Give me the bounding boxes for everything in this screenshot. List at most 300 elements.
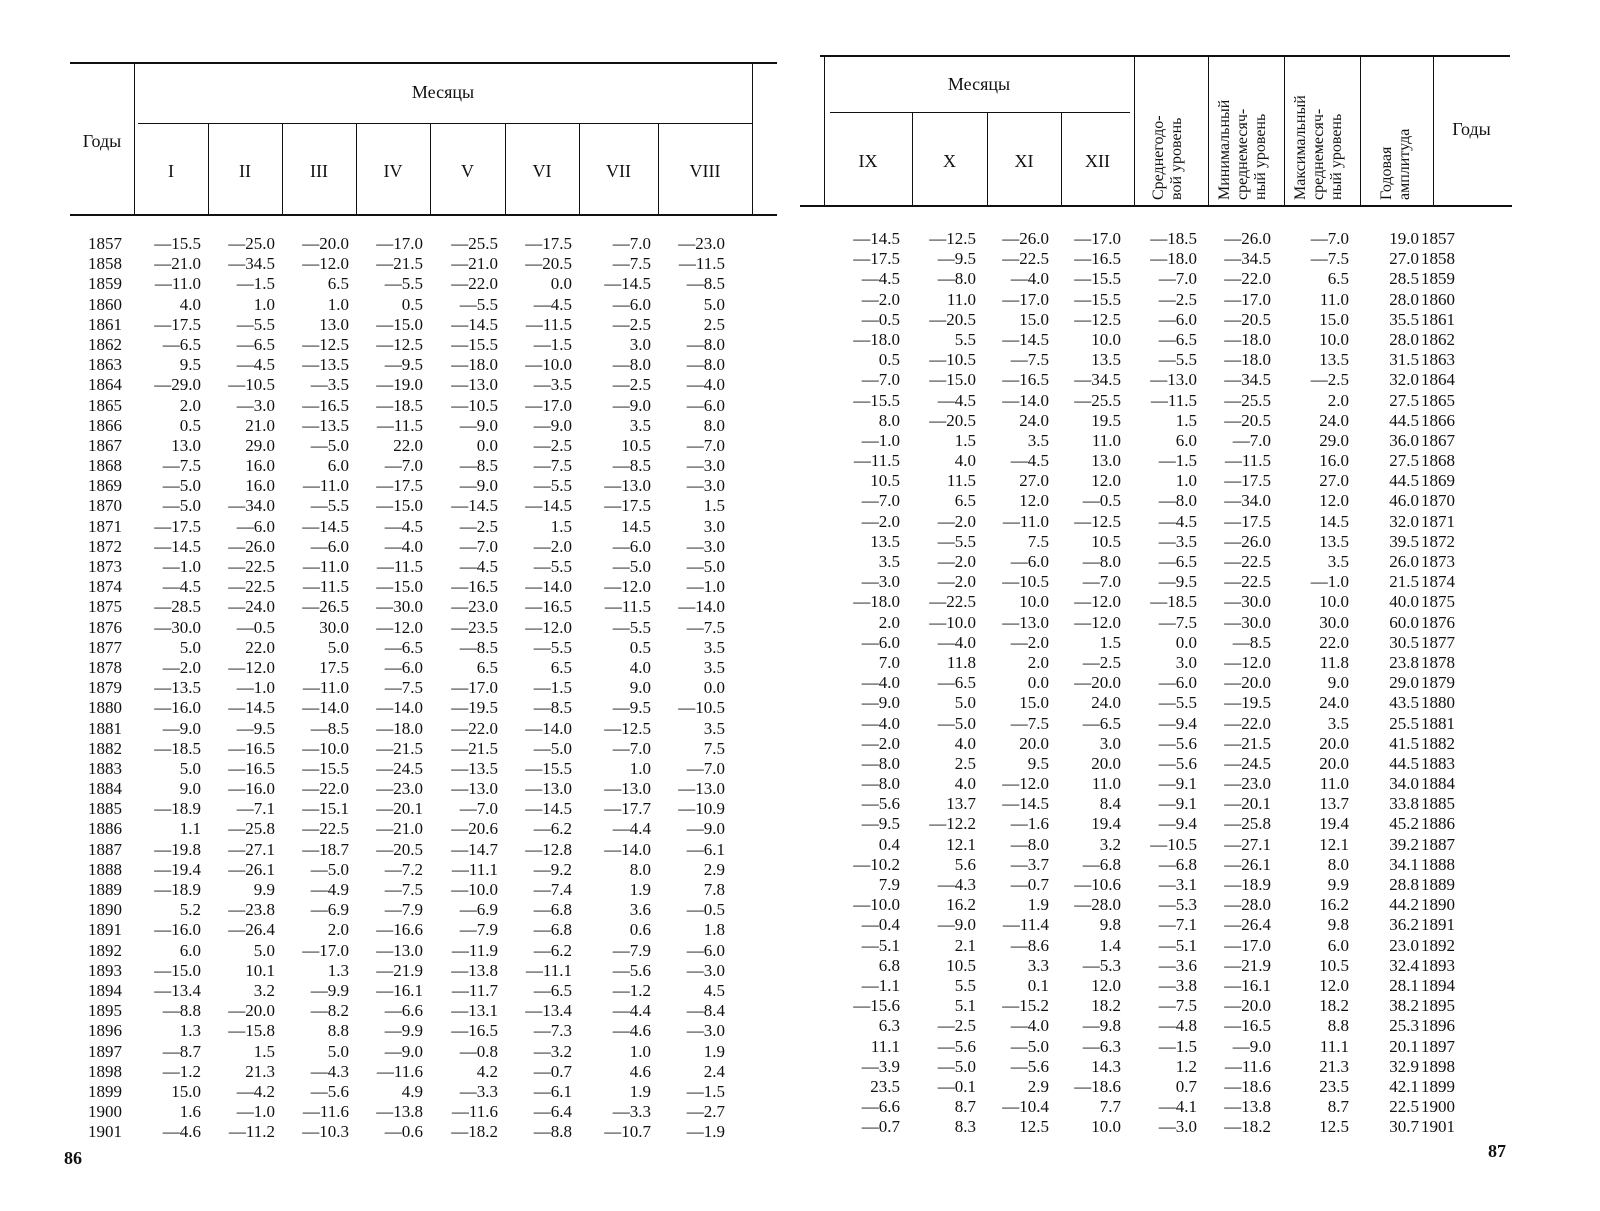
value-cell: —14.0	[604, 839, 651, 859]
table-row	[86, 819, 725, 839]
value-cell: 5.0	[179, 637, 201, 657]
year-cell: 1870	[1421, 491, 1455, 511]
value-cell: —7.5	[1010, 350, 1049, 370]
year-cell: 1869	[88, 476, 122, 496]
value-cell: —14.0	[525, 718, 572, 738]
value-cell: 9.0	[179, 779, 201, 799]
year-cell: 1874	[88, 577, 122, 597]
value-cell: 3.5	[878, 552, 900, 571]
right-col-xi: XI	[1014, 151, 1034, 171]
value-cell: —21.0	[154, 254, 201, 274]
value-cell: 21.3	[1319, 1056, 1349, 1076]
left-vline-right	[752, 64, 753, 214]
value-cell: —8.2	[310, 1001, 349, 1021]
value-cell: —6.0	[1158, 309, 1197, 329]
value-cell: —10.4	[1002, 1097, 1049, 1117]
value-cell: 6.0	[1327, 935, 1349, 955]
value-cell: —9.5	[861, 814, 900, 834]
value-cell: —3.2	[533, 1041, 572, 1061]
value-cell: —2.0	[533, 536, 572, 556]
value-cell: 29.0	[245, 435, 275, 455]
value-cell: —8.0	[686, 355, 725, 375]
value-cell: 22.0	[245, 637, 275, 657]
value-cell: 4.0	[179, 294, 201, 314]
table-row	[832, 572, 1526, 592]
value-cell: 43.5	[1389, 693, 1419, 713]
value-cell: 14.3	[1091, 1056, 1121, 1076]
value-cell: —3.5	[1158, 531, 1197, 551]
value-cell: 23.8	[1389, 652, 1419, 672]
value-cell: 1.6	[179, 1102, 201, 1122]
right-amplitude-header: Годовая амплитуда	[1378, 128, 1413, 200]
left-top-rule	[70, 62, 777, 64]
value-cell: 12.1	[1319, 834, 1349, 854]
value-cell: —25.5	[1224, 390, 1271, 410]
value-cell: —26.4	[1224, 915, 1271, 935]
value-cell: —14.5	[1002, 329, 1049, 349]
value-cell: 10.0	[1319, 592, 1349, 612]
value-cell: —3.0	[861, 572, 900, 592]
table-row	[86, 1062, 725, 1082]
value-cell: 44.5	[1389, 471, 1419, 491]
value-cell: 2.9	[1027, 1076, 1049, 1096]
value-cell: 3.5	[629, 415, 651, 435]
value-cell: —0.5	[1082, 491, 1121, 511]
table-row	[832, 915, 1526, 935]
value-cell: —9.4	[1158, 713, 1197, 733]
value-cell: —0.7	[533, 1061, 572, 1081]
value-cell: —4.0	[686, 375, 725, 395]
value-cell: 16.2	[1319, 895, 1349, 915]
value-cell: —13.1	[451, 1001, 498, 1021]
value-cell: —7.0	[1158, 269, 1197, 289]
value-cell: —6.5	[1082, 713, 1121, 733]
value-cell: —7.4	[533, 880, 572, 899]
value-cell: —5.1	[1158, 935, 1197, 955]
value-cell: 9.8	[1327, 915, 1349, 935]
value-cell: —7.0	[1310, 229, 1349, 248]
value-cell: —5.0	[1010, 1036, 1049, 1056]
table-row	[832, 1037, 1526, 1057]
value-cell: 16.0	[1319, 451, 1349, 471]
value-cell: —20.0	[228, 1001, 275, 1021]
value-cell: —6.2	[533, 940, 572, 960]
value-cell: 2.5	[703, 314, 725, 334]
value-cell: —3.0	[686, 536, 725, 556]
value-cell: —12.5	[929, 229, 976, 248]
value-cell: —20.5	[525, 254, 572, 274]
value-cell: —5.6	[612, 960, 651, 980]
year-cell: 1891	[1421, 915, 1455, 935]
year-cell: 1863	[88, 355, 122, 375]
value-cell: —14.5	[525, 799, 572, 819]
year-cell: 1857	[1421, 229, 1455, 248]
value-cell: —26.0	[1002, 229, 1049, 248]
value-cell: —11.6	[302, 1102, 349, 1122]
value-cell: —6.6	[384, 1001, 423, 1021]
value-cell: 11.1	[870, 1036, 900, 1056]
year-cell: 1857	[88, 234, 122, 253]
value-cell: —18.2	[451, 1122, 498, 1142]
value-cell: —9.0	[459, 415, 498, 435]
value-cell: —2.5	[533, 435, 572, 455]
value-cell: —30.0	[154, 617, 201, 637]
value-cell: 14.5	[621, 516, 651, 536]
value-cell: —5.5	[533, 637, 572, 657]
value-cell: 11.0	[1319, 289, 1349, 309]
table-row	[86, 739, 725, 759]
value-cell: 4.6	[629, 1061, 651, 1081]
value-cell: —10.0	[929, 612, 976, 632]
value-cell: —8.5	[686, 274, 725, 294]
value-cell: —26.1	[1224, 854, 1271, 874]
table-row	[86, 981, 725, 1001]
value-cell: 27.0	[1019, 471, 1049, 491]
year-cell: 1864	[88, 375, 122, 395]
value-cell: —9.2	[533, 859, 572, 879]
value-cell: —7.5	[1158, 996, 1197, 1016]
value-cell: —10.6	[1074, 875, 1121, 894]
value-cell: —7.0	[861, 370, 900, 390]
value-cell: 11.8	[946, 652, 976, 672]
value-cell: —2.5	[459, 516, 498, 536]
value-cell: —0.8	[459, 1041, 498, 1061]
value-cell: —0.5	[861, 309, 900, 329]
value-cell: —12.0	[525, 617, 572, 637]
value-cell: 1.5	[954, 430, 976, 450]
value-cell: —0.4	[861, 915, 900, 935]
year-cell: 1883	[1421, 753, 1455, 773]
value-cell: 11.0	[1319, 774, 1349, 794]
right-months-rule	[830, 112, 1130, 113]
value-cell: —6.9	[310, 900, 349, 920]
value-cell: —13.0	[376, 940, 423, 960]
value-cell: 28.0	[1389, 329, 1419, 349]
left-col-iv: IV	[383, 161, 403, 181]
value-cell: —25.8	[1224, 814, 1271, 834]
value-cell: —6.6	[861, 1097, 900, 1117]
value-cell: 1.9	[629, 1081, 651, 1101]
value-cell: —5.5	[236, 314, 275, 334]
value-cell: —29.0	[154, 375, 201, 395]
value-cell: —11.5	[525, 314, 572, 334]
value-cell: 11.8	[1319, 652, 1349, 672]
value-cell: 3.0	[1175, 652, 1197, 672]
value-cell: —8.0	[1082, 552, 1121, 571]
value-cell: —7.9	[384, 900, 423, 920]
value-cell: —15.5	[154, 234, 201, 253]
value-cell: —14.5	[604, 274, 651, 294]
value-cell: 19.4	[1091, 814, 1121, 834]
value-cell: —9.8	[1082, 1016, 1121, 1036]
year-cell: 1901	[1421, 1117, 1455, 1137]
value-cell: —4.0	[1010, 269, 1049, 289]
value-cell: —7.5	[1158, 612, 1197, 632]
value-cell: —18.6	[1224, 1076, 1271, 1096]
value-cell: —15.5	[1074, 269, 1121, 289]
value-cell: —7.0	[1232, 430, 1271, 450]
value-cell: —3.0	[686, 960, 725, 980]
year-cell: 1896	[88, 1021, 122, 1041]
value-cell: —24.0	[228, 597, 275, 617]
value-cell: —13.4	[525, 1001, 572, 1021]
value-cell: 21.5	[1389, 572, 1419, 592]
value-cell: 10.5	[1319, 955, 1349, 975]
value-cell: —7.5	[384, 678, 423, 698]
value-cell: —3.0	[686, 1021, 725, 1041]
value-cell: —3.3	[612, 1102, 651, 1122]
value-cell: —28.5	[154, 597, 201, 617]
value-cell: 13.0	[319, 314, 349, 334]
value-cell: 8.0	[878, 410, 900, 430]
value-cell: —14.0	[302, 698, 349, 718]
value-cell: —5.6	[937, 1036, 976, 1056]
value-cell: —3.0	[686, 476, 725, 496]
value-cell: —10.2	[853, 854, 900, 874]
year-cell: 1868	[88, 456, 122, 476]
value-cell: 15.0	[1019, 309, 1049, 329]
value-cell: 45.2	[1389, 814, 1419, 834]
value-cell: —20.5	[376, 839, 423, 859]
value-cell: 1.5	[253, 1041, 275, 1061]
value-cell: —10.3	[302, 1122, 349, 1142]
value-cell: 60.0	[1389, 612, 1419, 632]
value-cell: —6.0	[310, 536, 349, 556]
left-months-header: Месяцы	[411, 82, 475, 102]
value-cell: 4.9	[401, 1081, 423, 1101]
value-cell: 16.2	[946, 895, 976, 915]
value-cell: 3.5	[1327, 713, 1349, 733]
right-col-xii: XII	[1085, 151, 1110, 171]
value-cell: —1.5	[533, 678, 572, 698]
value-cell: —8.6	[1010, 935, 1049, 955]
value-cell: —6.0	[612, 294, 651, 314]
value-cell: —30.0	[376, 597, 423, 617]
value-cell: 4.2	[476, 1061, 498, 1081]
value-cell: —18.9	[154, 880, 201, 899]
value-cell: 8.3	[954, 1117, 976, 1137]
value-cell: —7.5	[612, 254, 651, 274]
value-cell: —5.6	[861, 794, 900, 814]
value-cell: —14.0	[525, 577, 572, 597]
value-cell: —10.0	[525, 355, 572, 375]
value-cell: —8.0	[861, 774, 900, 794]
value-cell: —7.5	[384, 880, 423, 899]
value-cell: 21.3	[245, 1061, 275, 1081]
value-cell: —11.0	[154, 274, 201, 294]
value-cell: —11.6	[451, 1102, 498, 1122]
year-cell: 1877	[1421, 632, 1455, 652]
value-cell: —4.4	[612, 819, 651, 839]
table-row	[832, 290, 1526, 310]
value-cell: —15.6	[853, 996, 900, 1016]
value-cell: 12.0	[1319, 975, 1349, 995]
year-cell: 1894	[1421, 975, 1455, 995]
year-cell: 1883	[88, 758, 122, 778]
value-cell: —2.5	[1310, 370, 1349, 390]
right-col-ix: IX	[858, 151, 878, 171]
value-cell: 4.0	[954, 774, 976, 794]
table-row	[86, 719, 725, 739]
year-cell: 1861	[88, 314, 122, 334]
value-cell: —8.5	[533, 698, 572, 718]
year-cell: 1892	[88, 940, 122, 960]
value-cell: —20.5	[1224, 309, 1271, 329]
value-cell: 23.0	[1389, 935, 1419, 955]
value-cell: 5.6	[954, 854, 976, 874]
value-cell: —16.5	[228, 758, 275, 778]
value-cell: —15.0	[376, 314, 423, 334]
value-cell: —0.7	[1010, 875, 1049, 894]
value-cell: —11.0	[302, 557, 349, 576]
table-row	[832, 673, 1526, 693]
value-cell: —9.0	[861, 693, 900, 713]
value-cell: —2.0	[1010, 632, 1049, 652]
year-cell: 1881	[1421, 713, 1455, 733]
year-cell: 1890	[88, 900, 122, 920]
value-cell: 6.5	[476, 657, 498, 677]
value-cell: 1.1	[179, 819, 201, 839]
value-cell: —21.5	[376, 738, 423, 758]
value-cell: 28.8	[1389, 875, 1419, 894]
value-cell: —16.0	[154, 698, 201, 718]
value-cell: 6.5	[1327, 269, 1349, 289]
table-row	[86, 1042, 725, 1062]
value-cell: 1.3	[179, 1021, 201, 1041]
table-row	[86, 375, 725, 395]
value-cell: —8.0	[1010, 834, 1049, 854]
value-cell: —9.9	[310, 980, 349, 1000]
value-cell: —9.5	[937, 249, 976, 269]
value-cell: —7.0	[384, 456, 423, 476]
value-cell: 39.2	[1389, 834, 1419, 854]
year-cell: 1897	[1421, 1036, 1455, 1056]
value-cell: —4.3	[937, 875, 976, 894]
value-cell: 36.0	[1389, 430, 1419, 450]
value-cell: —15.5	[525, 758, 572, 778]
value-cell: —1.2	[612, 980, 651, 1000]
value-cell: —22.5	[1224, 552, 1271, 571]
value-cell: —2.5	[612, 375, 651, 395]
value-cell: —11.5	[678, 254, 725, 274]
value-cell: —20.1	[1224, 794, 1271, 814]
value-cell: —26.1	[228, 859, 275, 879]
value-cell: —17.0	[1224, 289, 1271, 309]
value-cell: 10.5	[1091, 531, 1121, 551]
value-cell: —6.5	[533, 980, 572, 1000]
value-cell: 3.2	[253, 980, 275, 1000]
value-cell: —6.0	[612, 536, 651, 556]
value-cell: 28.5	[1389, 269, 1419, 289]
value-cell: —11.5	[853, 451, 900, 471]
value-cell: —11.5	[302, 577, 349, 597]
year-cell: 1859	[88, 274, 122, 294]
value-cell: —14.5	[154, 536, 201, 556]
value-cell: —7.0	[459, 799, 498, 819]
value-cell: —4.2	[236, 1081, 275, 1101]
value-cell: —6.8	[1082, 854, 1121, 874]
value-cell: —22.0	[451, 718, 498, 738]
value-cell: —9.0	[162, 718, 201, 738]
table-row	[832, 875, 1526, 895]
value-cell: —5.5	[612, 617, 651, 637]
value-cell: —6.0	[1010, 552, 1049, 571]
value-cell: 10.0	[1019, 592, 1049, 612]
value-cell: —16.0	[228, 779, 275, 799]
table-row	[832, 411, 1526, 431]
table-row	[86, 618, 725, 638]
left-col-viii: VIII	[689, 161, 721, 181]
value-cell: —16.5	[451, 577, 498, 597]
value-cell: 3.0	[703, 516, 725, 536]
value-cell: 9.5	[179, 355, 201, 375]
table-row	[832, 512, 1526, 532]
value-cell: 18.2	[1319, 996, 1349, 1016]
value-cell: 7.5	[703, 738, 725, 758]
year-cell: 1876	[88, 617, 122, 637]
value-cell: —13.0	[604, 476, 651, 496]
value-cell: —5.0	[162, 496, 201, 516]
value-cell: 30.5	[1389, 632, 1419, 652]
table-row	[832, 491, 1526, 511]
value-cell: —14.5	[853, 229, 900, 248]
right-vline-max	[1360, 57, 1361, 205]
value-cell: —11.4	[1002, 915, 1049, 935]
value-cell: —17.5	[853, 249, 900, 269]
value-cell: 21.0	[245, 415, 275, 435]
value-cell: —18.0	[1224, 329, 1271, 349]
value-cell: —10.0	[302, 738, 349, 758]
value-cell: —4.1	[1158, 1097, 1197, 1117]
value-cell: —1.0	[861, 430, 900, 450]
value-cell: —10.5	[678, 698, 725, 718]
value-cell: 30.7	[1389, 1117, 1419, 1137]
value-cell: —26.4	[228, 920, 275, 940]
value-cell: 22.0	[393, 435, 423, 455]
value-cell: 12.0	[1319, 491, 1349, 511]
value-cell: —15.0	[376, 496, 423, 516]
year-cell: 1881	[88, 718, 122, 738]
table-row	[86, 557, 725, 577]
value-cell: 34.0	[1389, 774, 1419, 794]
table-row	[832, 714, 1526, 734]
value-cell: —12.0	[1074, 592, 1121, 612]
value-cell: —18.0	[451, 355, 498, 375]
value-cell: 10.0	[1091, 329, 1121, 349]
year-cell: 1875	[88, 597, 122, 617]
value-cell: 3.0	[629, 334, 651, 354]
value-cell: 5.0	[954, 693, 976, 713]
table-row	[832, 310, 1526, 330]
value-cell: —7.0	[1082, 572, 1121, 592]
value-cell: 27.5	[1389, 390, 1419, 410]
year-cell: 1890	[1421, 895, 1455, 915]
value-cell: —4.4	[612, 1001, 651, 1021]
value-cell: 22.5	[1389, 1097, 1419, 1117]
value-cell: —11.0	[302, 476, 349, 496]
value-cell: —0.6	[384, 1122, 423, 1142]
value-cell: —11.2	[228, 1122, 275, 1142]
value-cell: —16.5	[525, 597, 572, 617]
year-cell: 1882	[1421, 733, 1455, 753]
value-cell: —21.9	[1224, 955, 1271, 975]
value-cell: —5.0	[310, 435, 349, 455]
value-cell: —1.0	[686, 577, 725, 597]
value-cell: —8.0	[937, 269, 976, 289]
value-cell: 8.8	[327, 1021, 349, 1041]
value-cell: —7.2	[384, 859, 423, 879]
value-cell: 33.8	[1389, 794, 1419, 814]
